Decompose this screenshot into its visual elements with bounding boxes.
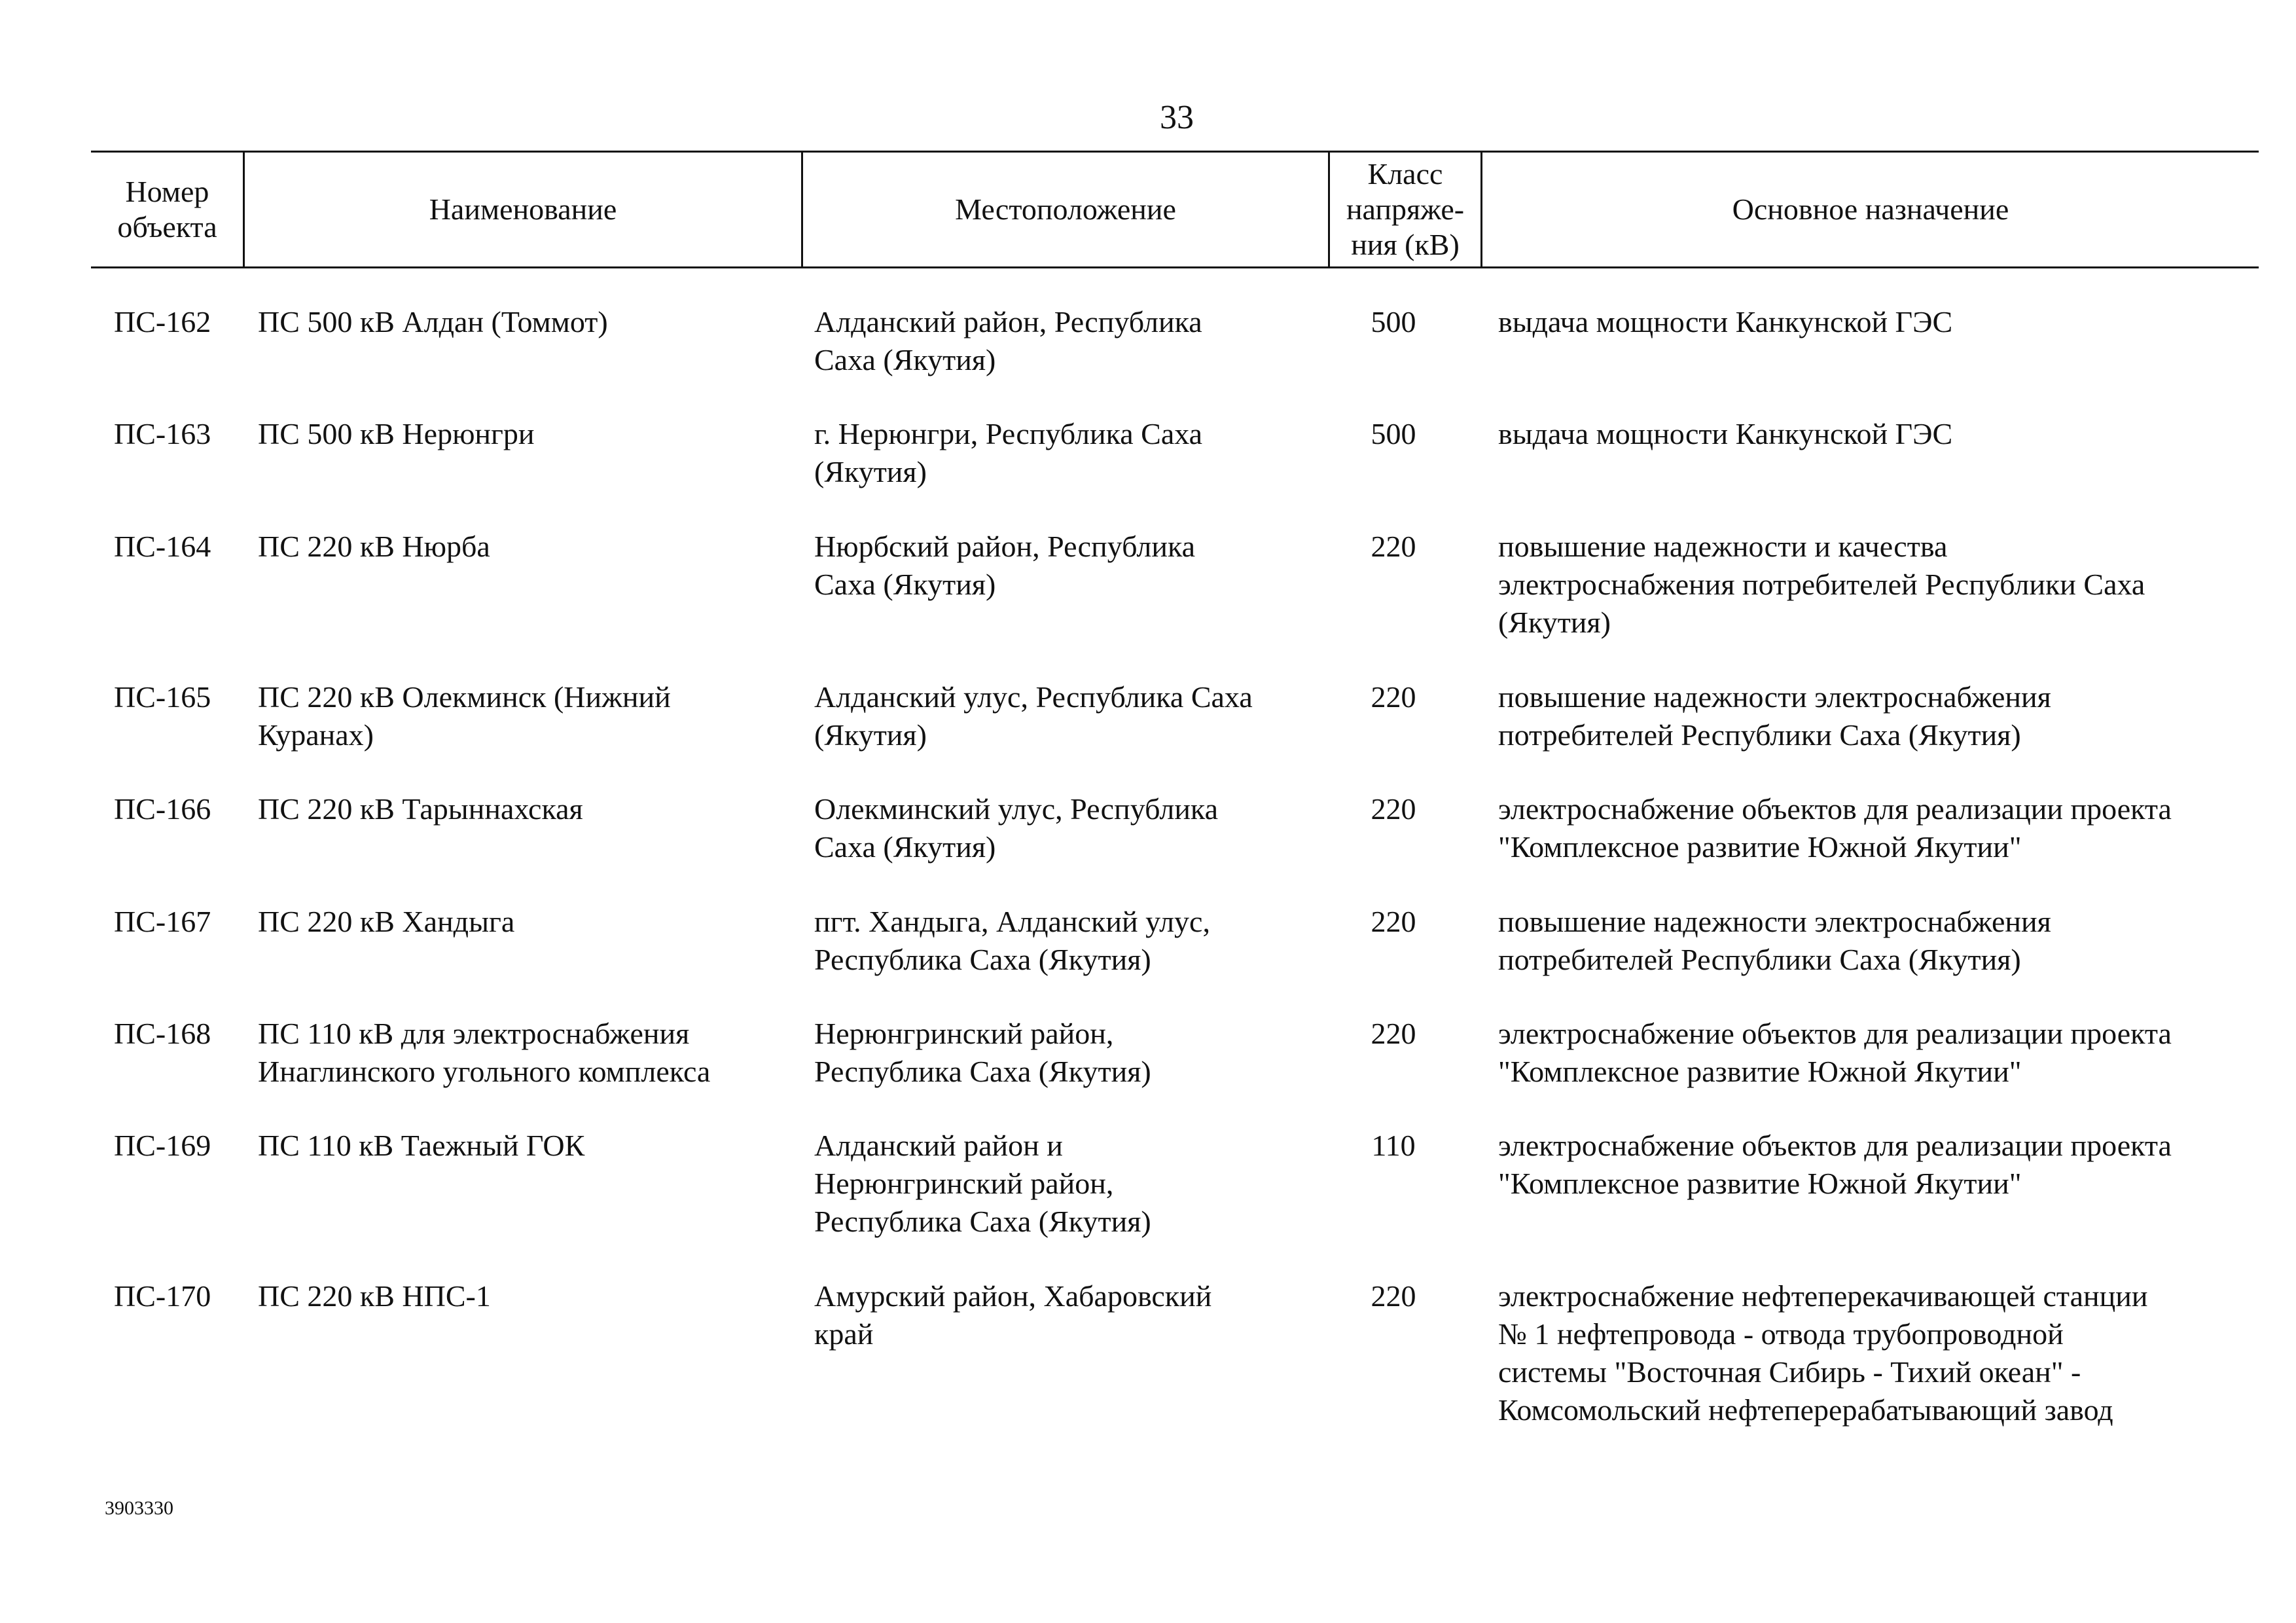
object-name-line: ПС 220 кВ НПС-1 bbox=[258, 1279, 491, 1313]
object-location bbox=[814, 528, 1325, 604]
object-name-line: ПС 110 кВ для электроснабжения bbox=[258, 1017, 690, 1050]
object-location-line: Амурский район, Хабаровский bbox=[814, 1279, 1212, 1313]
object-purpose-line: Комсомольский нефтеперерабатывающий завод bbox=[1498, 1393, 2113, 1427]
object-location bbox=[814, 678, 1325, 754]
object-purpose-line: (Якутия) bbox=[1498, 606, 1611, 639]
object-number: ПС-168 bbox=[114, 1017, 211, 1050]
object-number: ПС-166 bbox=[114, 792, 211, 826]
object-number: ПС-167 bbox=[114, 905, 211, 938]
object-location bbox=[814, 1127, 1325, 1241]
object-location-line: Республика Саха (Якутия) bbox=[814, 943, 1151, 976]
object-purpose-line: электроснабжения потребителей Республики Саха bbox=[1498, 568, 2145, 601]
object-name-line: ПС 110 кВ Таежный ГОК bbox=[258, 1129, 585, 1162]
object-location-line: край bbox=[814, 1317, 874, 1351]
object-purpose-line: "Комплексное развитие Южной Якутии" bbox=[1498, 1167, 2022, 1200]
object-location-line: г. Нерюнгри, Республика Саха bbox=[814, 417, 1203, 450]
voltage-class: 110 bbox=[1371, 1129, 1416, 1162]
object-location bbox=[814, 303, 1325, 379]
table-header bbox=[91, 151, 2259, 268]
object-purpose-line: электроснабжение объектов для реализации проекта bbox=[1498, 1017, 2172, 1050]
voltage-class: 220 bbox=[1371, 792, 1416, 826]
object-location-line: (Якутия) bbox=[814, 718, 927, 752]
header-voltage bbox=[1330, 153, 1480, 266]
header-location: Местоположение bbox=[955, 192, 1176, 226]
object-location-line: Саха (Якутия) bbox=[814, 830, 996, 864]
object-number: ПС-169 bbox=[114, 1129, 211, 1162]
object-name-line: ПС 220 кВ Тарыннахская bbox=[258, 792, 583, 826]
object-purpose bbox=[1498, 790, 2270, 866]
object-location-line: Республика Саха (Якутия) bbox=[814, 1055, 1151, 1088]
voltage-class: 500 bbox=[1371, 305, 1416, 338]
object-location-line: Республика Саха (Якутия) bbox=[814, 1205, 1151, 1238]
object-name-line: ПС 500 кВ Алдан (Томмот) bbox=[258, 305, 608, 338]
object-location-line: Олекминский улус, Республика bbox=[814, 792, 1219, 826]
header-line: напряже- bbox=[1346, 192, 1465, 226]
object-location-line: Саха (Якутия) bbox=[814, 568, 996, 601]
object-location-line: (Якутия) bbox=[814, 455, 927, 488]
object-name-line: ПС 500 кВ Нерюнгри bbox=[258, 417, 535, 450]
header-name: Наименование bbox=[429, 192, 617, 226]
voltage-class: 220 bbox=[1371, 530, 1416, 563]
voltage-class: 220 bbox=[1371, 680, 1416, 714]
object-purpose-line: выдача мощности Канкунской ГЭС bbox=[1498, 417, 1953, 450]
voltage-class: 220 bbox=[1371, 1017, 1416, 1050]
object-purpose-line: повышение надежности электроснабжения bbox=[1498, 680, 2051, 714]
object-purpose bbox=[1498, 1015, 2270, 1091]
object-location-line: Алданский район и bbox=[814, 1129, 1063, 1162]
object-number: ПС-162 bbox=[114, 305, 211, 338]
object-name bbox=[258, 1127, 801, 1165]
object-name bbox=[258, 303, 801, 341]
object-number: ПС-170 bbox=[114, 1279, 211, 1313]
object-location-line: Нерюнгринский район, bbox=[814, 1167, 1114, 1200]
voltage-class: 500 bbox=[1371, 417, 1416, 450]
object-purpose-line: электроснабжение объектов для реализации проекта bbox=[1498, 1129, 2172, 1162]
object-purpose-line: № 1 нефтепровода - отвода трубопроводной bbox=[1498, 1317, 2064, 1351]
objects-table bbox=[91, 151, 2259, 1427]
object-name-line: ПС 220 кВ Хандыга bbox=[258, 905, 515, 938]
object-name bbox=[258, 678, 801, 754]
object-name bbox=[258, 415, 801, 453]
object-name bbox=[258, 903, 801, 941]
object-purpose-line: электроснабжение объектов для реализации проекта bbox=[1498, 792, 2172, 826]
object-name-line: Куранах) bbox=[258, 718, 374, 752]
object-name-line: ПС 220 кВ Нюрба bbox=[258, 530, 490, 563]
object-name-line: Инаглинского угольного комплекса bbox=[258, 1055, 711, 1088]
page-number: 33 bbox=[1160, 99, 1194, 136]
object-location-line: пгт. Хандыга, Алданский улус, bbox=[814, 905, 1210, 938]
object-number: ПС-165 bbox=[114, 680, 211, 714]
object-number: ПС-163 bbox=[114, 417, 211, 450]
object-location bbox=[814, 1277, 1325, 1353]
object-purpose-line: повышение надежности и качества bbox=[1498, 530, 1948, 563]
object-purpose bbox=[1498, 903, 2270, 979]
object-location bbox=[814, 790, 1325, 866]
object-name bbox=[258, 528, 801, 566]
object-purpose-line: системы "Восточная Сибирь - Тихий океан" - bbox=[1498, 1355, 2081, 1389]
header-line: объекта bbox=[117, 210, 217, 244]
voltage-class: 220 bbox=[1371, 1279, 1416, 1313]
object-location-line: Нерюнгринский район, bbox=[814, 1017, 1114, 1050]
object-purpose-line: потребителей Республики Саха (Якутия) bbox=[1498, 718, 2021, 752]
object-name bbox=[258, 1277, 801, 1315]
object-purpose bbox=[1498, 1127, 2270, 1203]
object-purpose-line: потребителей Республики Саха (Якутия) bbox=[1498, 943, 2021, 976]
voltage-class: 220 bbox=[1371, 905, 1416, 938]
object-purpose bbox=[1498, 528, 2270, 642]
header-purpose: Основное назначение bbox=[1732, 192, 2009, 226]
object-location-line: Алданский район, Республика bbox=[814, 305, 1202, 338]
object-purpose-line: электроснабжение нефтеперекачивающей станции bbox=[1498, 1279, 2148, 1313]
object-purpose-line: повышение надежности электроснабжения bbox=[1498, 905, 2051, 938]
object-number: ПС-164 bbox=[114, 530, 211, 563]
object-location bbox=[814, 415, 1325, 491]
object-name bbox=[258, 790, 801, 828]
header-number bbox=[91, 153, 243, 266]
object-location-line: Нюрбский район, Республика bbox=[814, 530, 1196, 563]
object-name-line: ПС 220 кВ Олекминск (Нижний bbox=[258, 680, 671, 714]
header-line: Класс bbox=[1367, 157, 1443, 191]
object-location bbox=[814, 903, 1325, 979]
object-purpose bbox=[1498, 303, 2270, 341]
object-purpose-line: "Комплексное развитие Южной Якутии" bbox=[1498, 1055, 2022, 1088]
document-code: 3903330 bbox=[105, 1497, 173, 1519]
object-purpose bbox=[1498, 678, 2270, 754]
object-purpose bbox=[1498, 415, 2270, 453]
object-purpose bbox=[1498, 1277, 2270, 1429]
header-line: ния (кВ) bbox=[1351, 228, 1460, 261]
object-location-line: Алданский улус, Республика Саха bbox=[814, 680, 1253, 714]
object-location-line: Саха (Якутия) bbox=[814, 343, 996, 376]
object-name bbox=[258, 1015, 801, 1091]
object-purpose-line: выдача мощности Канкунской ГЭС bbox=[1498, 305, 1953, 338]
object-location bbox=[814, 1015, 1325, 1091]
header-line: Номер bbox=[125, 175, 209, 208]
object-purpose-line: "Комплексное развитие Южной Якутии" bbox=[1498, 830, 2022, 864]
